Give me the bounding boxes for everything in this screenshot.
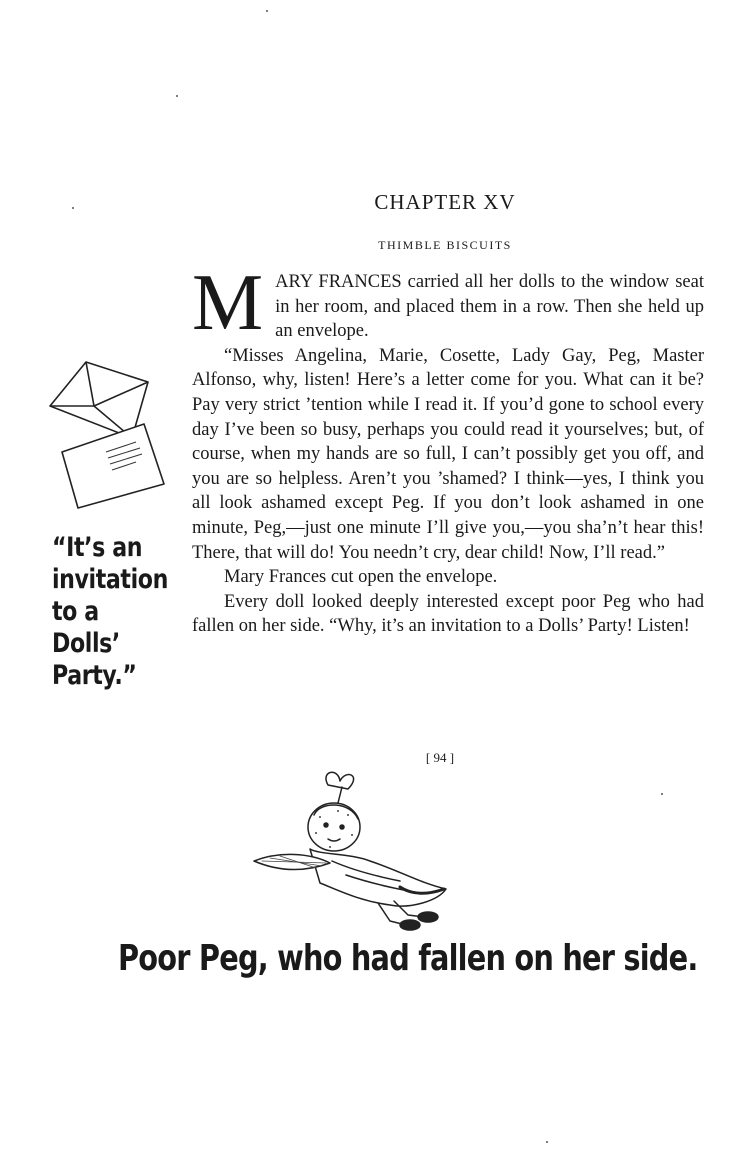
side-caption-line: “It’s an	[52, 532, 143, 563]
envelope-letter-illustration	[48, 360, 178, 510]
print-speck	[546, 1141, 548, 1143]
print-speck	[266, 10, 268, 12]
paragraph: “Misses Angelina, Marie, Cosette, Lady Gay, Peg, Master Alfonso, why, listen! Here’s a letter come for you. What can it be? Pay very strict ’tention while I read it. If you’d gone to school every day I’ve been so busy, perhaps you could read it yourselves; but, of course, when my hands are so full, I can’t possibly get you off, and you are so helpless. Aren’t you ’shamed? I think—yes, I think you all look ashamed except Peg. If you don’t look ashamed in one minute, Peg,—just one minute I’ll give you,—you sha’n’t hear this! There, that will do! You needn’t cry, dear child! Now, I’ll read.”	[192, 345, 704, 563]
side-caption-line: Party.”	[52, 660, 137, 691]
print-speck	[661, 793, 663, 795]
drop-cap: M	[192, 259, 264, 347]
side-caption-line: to a Dolls’	[52, 596, 120, 659]
fallen-doll-illustration	[250, 765, 460, 935]
chapter-heading: CHAPTER XV	[374, 190, 516, 214]
print-speck	[176, 95, 178, 97]
body-text	[192, 259, 704, 639]
paragraph-first	[192, 259, 704, 347]
paragraph: Every doll looked deeply interested except poor Peg who had fallen on her side. “Why, it’s an invitation to a Dolls’ Party! Listen!	[192, 591, 704, 637]
bottom-caption: Poor Peg, who had fallen on her side.	[118, 938, 698, 979]
paragraph-first-text: ARY FRANCES carried all her dolls to the window seat in her room, and placed them in a row. Then she held up an envelope.	[275, 272, 704, 342]
print-speck	[72, 207, 74, 209]
chapter-subtitle: THIMBLE BISCUITS	[378, 238, 512, 252]
page-number: [ 94 ]	[425, 750, 455, 765]
paragraph: Mary Frances cut open the envelope.	[224, 567, 498, 588]
side-caption	[52, 532, 167, 692]
side-caption-line: invitation	[52, 564, 168, 595]
